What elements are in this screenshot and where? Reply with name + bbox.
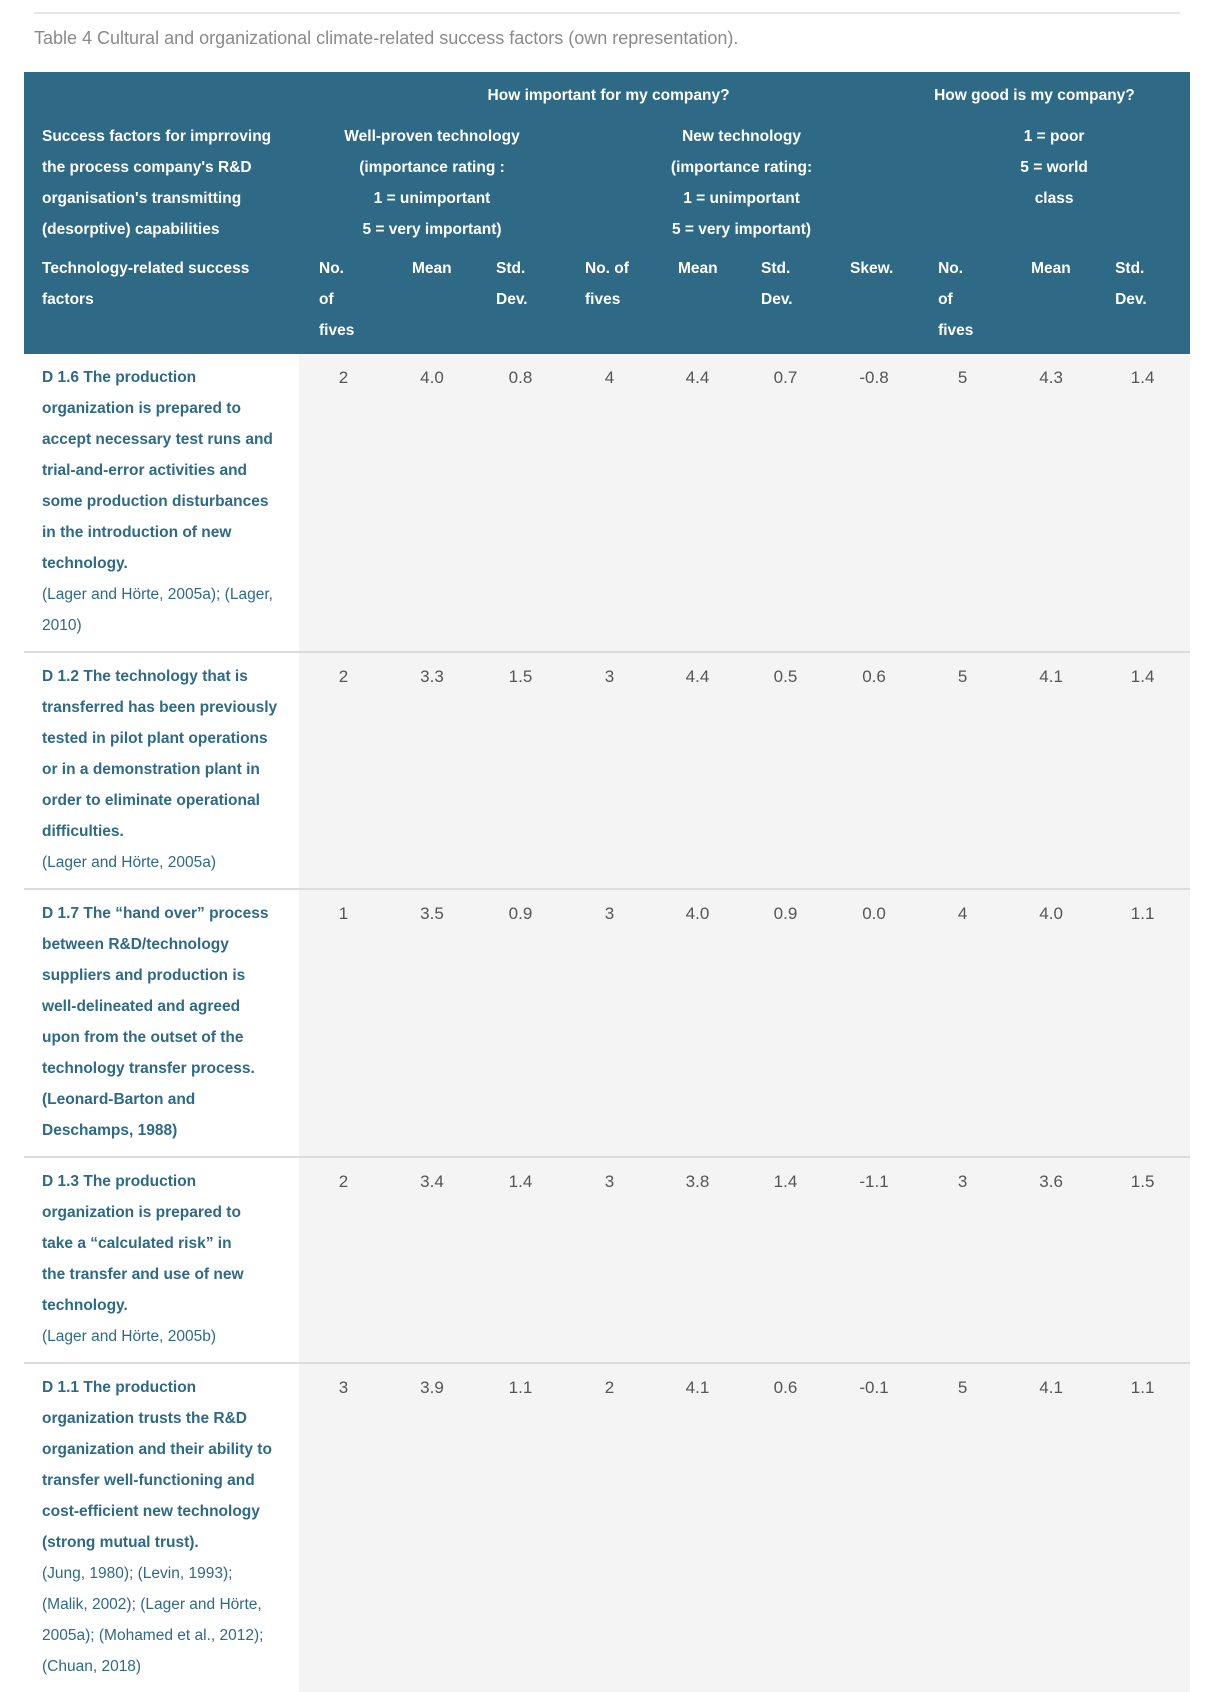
value-cell: 0.6 xyxy=(830,652,918,889)
success-factor-cell xyxy=(24,354,299,652)
factor-title-line: cost-efficient new technology xyxy=(42,1503,260,1520)
header-good-no-of-fives: No. of fives xyxy=(918,247,1007,354)
factor-title-line: tested in pilot plant operations xyxy=(42,730,268,747)
value-cell: 3.6 xyxy=(1007,1157,1095,1363)
factor-title-line: the transfer and use of new xyxy=(42,1266,244,1283)
value-cell: 1.4 xyxy=(1095,354,1190,652)
value-cell: -0.8 xyxy=(830,354,918,652)
value-cell: 1.1 xyxy=(476,1363,565,1692)
factor-title-line: between R&D/technology xyxy=(42,936,229,953)
value-cell: 4.3 xyxy=(1007,354,1095,652)
value-cell: 4.0 xyxy=(654,889,741,1157)
value-cell: 4.4 xyxy=(654,652,741,889)
value-cell: 4.1 xyxy=(1007,652,1095,889)
factor-title-line: difficulties. xyxy=(42,823,124,840)
value-cell: 5 xyxy=(918,652,1007,889)
value-cell: 5 xyxy=(918,1363,1007,1692)
success-factors-table xyxy=(24,72,1190,1692)
value-cell: 0.7 xyxy=(741,354,830,652)
value-cell: 1.1 xyxy=(1095,889,1190,1157)
factor-title-line: technology. xyxy=(42,555,128,572)
factor-title-line: well-delineated and agreed xyxy=(42,998,241,1015)
factor-title-line: order to eliminate operational xyxy=(42,792,260,809)
success-factor-cell xyxy=(24,1363,299,1692)
table-body xyxy=(24,354,1190,1692)
value-cell: 5 xyxy=(918,354,1007,652)
factor-reference-line: 2005a); (Mohamed et al., 2012); xyxy=(42,1627,264,1644)
value-cell: 0.9 xyxy=(741,889,830,1157)
value-cell: 0.9 xyxy=(476,889,565,1157)
success-factor-cell xyxy=(24,1157,299,1363)
table-row xyxy=(24,1363,1190,1692)
value-cell: 0.5 xyxy=(741,652,830,889)
value-cell: 3 xyxy=(299,1363,388,1692)
header-nt-mean: Mean xyxy=(654,247,741,354)
header-empty-cell xyxy=(24,72,299,115)
factor-title-line: transfer well-functioning and xyxy=(42,1472,255,1489)
value-cell: 4 xyxy=(565,354,654,652)
factor-title-line: D 1.6 The production xyxy=(42,369,197,386)
factor-title-line: D 1.2 The technology that is xyxy=(42,668,248,685)
header-technology-factors: Technology-related success factors xyxy=(24,247,299,354)
value-cell: 4.0 xyxy=(388,354,476,652)
header-desc-factors: Success factors for imprroving the process company's R&D organisation's transmitting (desorptive) capabilities xyxy=(24,115,299,247)
factor-title-line: or in a demonstration plant in xyxy=(42,761,260,778)
value-cell: 0.6 xyxy=(741,1363,830,1692)
factor-title-line: organization is prepared to xyxy=(42,1204,241,1221)
factor-title-line: organization and their ability to xyxy=(42,1441,272,1458)
table-row xyxy=(24,1157,1190,1363)
success-factor-cell xyxy=(24,889,299,1157)
value-cell: 2 xyxy=(299,1157,388,1363)
factor-title-line: organization trusts the R&D xyxy=(42,1410,247,1427)
factor-title-line: (strong mutual trust). xyxy=(42,1534,199,1551)
factor-title-line: suppliers and production is xyxy=(42,967,246,984)
value-cell: 1.5 xyxy=(1095,1157,1190,1363)
factor-title-line: accept necessary test runs and xyxy=(42,431,273,448)
value-cell: 3 xyxy=(565,652,654,889)
factor-title-line: take a “calculated risk” in xyxy=(42,1235,232,1252)
value-cell: 4.0 xyxy=(1007,889,1095,1157)
header-good-mean: Mean xyxy=(1007,247,1095,354)
value-cell: -1.1 xyxy=(830,1157,918,1363)
factor-reference-line: (Jung, 1980); (Levin, 1993); xyxy=(42,1565,233,1582)
value-cell: 3 xyxy=(565,1157,654,1363)
factor-title-line: technology transfer process. xyxy=(42,1060,255,1077)
factor-title-line: upon from the outset of the xyxy=(42,1029,244,1046)
value-cell: 1.5 xyxy=(476,652,565,889)
header-nt-std-dev: Std. Dev. xyxy=(741,247,830,354)
factor-title-line: D 1.7 The “hand over” process xyxy=(42,905,269,922)
header-wp-no-of-fives: No. of fives xyxy=(299,247,388,354)
success-factor-cell xyxy=(24,652,299,889)
factor-title-line: trial-and-error activities and xyxy=(42,462,248,479)
header-desc-well-proven: Well-proven technology (importance rating : 1 = unimportant 5 = very important) xyxy=(299,115,565,247)
header-nt-no-of-fives: No. of fives xyxy=(565,247,654,354)
header-wp-mean: Mean xyxy=(388,247,476,354)
factor-reference-line: (Lager and Hörte, 2005b) xyxy=(42,1328,217,1345)
value-cell: 3.5 xyxy=(388,889,476,1157)
value-cell: 4.1 xyxy=(1007,1363,1095,1692)
value-cell: 2 xyxy=(299,354,388,652)
factor-title-line: transferred has been previously xyxy=(42,699,278,716)
header-desc-rating-scale: 1 = poor 5 = world class xyxy=(918,115,1190,247)
value-cell: 2 xyxy=(565,1363,654,1692)
value-cell: 0.8 xyxy=(476,354,565,652)
value-cell: 4 xyxy=(918,889,1007,1157)
factor-title-line: D 1.3 The production xyxy=(42,1173,197,1190)
factor-title-line: D 1.1 The production xyxy=(42,1379,197,1396)
table-caption: Table 4 Cultural and organizational climate-related success factors (own representation). xyxy=(34,28,739,48)
value-cell: 4.1 xyxy=(654,1363,741,1692)
table-row xyxy=(24,652,1190,889)
value-cell: 3 xyxy=(918,1157,1007,1363)
factor-reference-line: (Lager and Hörte, 2005a); (Lager, xyxy=(42,586,273,603)
factor-reference-line: 2010) xyxy=(42,617,82,634)
value-cell: 3.9 xyxy=(388,1363,476,1692)
factor-title-line: technology. xyxy=(42,1297,128,1314)
factor-title-line: Deschamps, 1988) xyxy=(42,1122,178,1139)
factor-title-line: organization is prepared to xyxy=(42,400,241,417)
value-cell: 3.8 xyxy=(654,1157,741,1363)
table-header xyxy=(24,72,1190,354)
value-cell: 1.4 xyxy=(476,1157,565,1363)
table-row xyxy=(24,889,1190,1157)
value-cell: 4.4 xyxy=(654,354,741,652)
value-cell: 3.3 xyxy=(388,652,476,889)
value-cell: 3 xyxy=(565,889,654,1157)
value-cell: 0.0 xyxy=(830,889,918,1157)
factor-reference-line: (Lager and Hörte, 2005a) xyxy=(42,854,217,871)
value-cell: 1.4 xyxy=(1095,652,1190,889)
value-cell: 1 xyxy=(299,889,388,1157)
header-desc-new-technology: New technology (importance rating: 1 = unimportant 5 = very important) xyxy=(565,115,918,247)
factor-reference-line: (Chuan, 2018) xyxy=(42,1658,142,1675)
header-group-good: How good is my company? xyxy=(918,72,1190,115)
top-divider xyxy=(34,12,1180,14)
value-cell: 1.4 xyxy=(741,1157,830,1363)
header-wp-std-dev: Std. Dev. xyxy=(476,247,565,354)
value-cell: 2 xyxy=(299,652,388,889)
factor-reference-line: (Malik, 2002); (Lager and Hörte, xyxy=(42,1596,262,1613)
value-cell: -0.1 xyxy=(830,1363,918,1692)
table-row xyxy=(24,354,1190,652)
factor-title-line: (Leonard-Barton and xyxy=(42,1091,196,1108)
factor-title-line: some production disturbances xyxy=(42,493,269,510)
value-cell: 3.4 xyxy=(388,1157,476,1363)
value-cell: 1.1 xyxy=(1095,1363,1190,1692)
header-group-important: How important for my company? xyxy=(299,72,918,115)
header-good-std-dev: Std. Dev. xyxy=(1095,247,1190,354)
factor-title-line: in the introduction of new xyxy=(42,524,232,541)
header-nt-skew: Skew. xyxy=(830,247,918,354)
